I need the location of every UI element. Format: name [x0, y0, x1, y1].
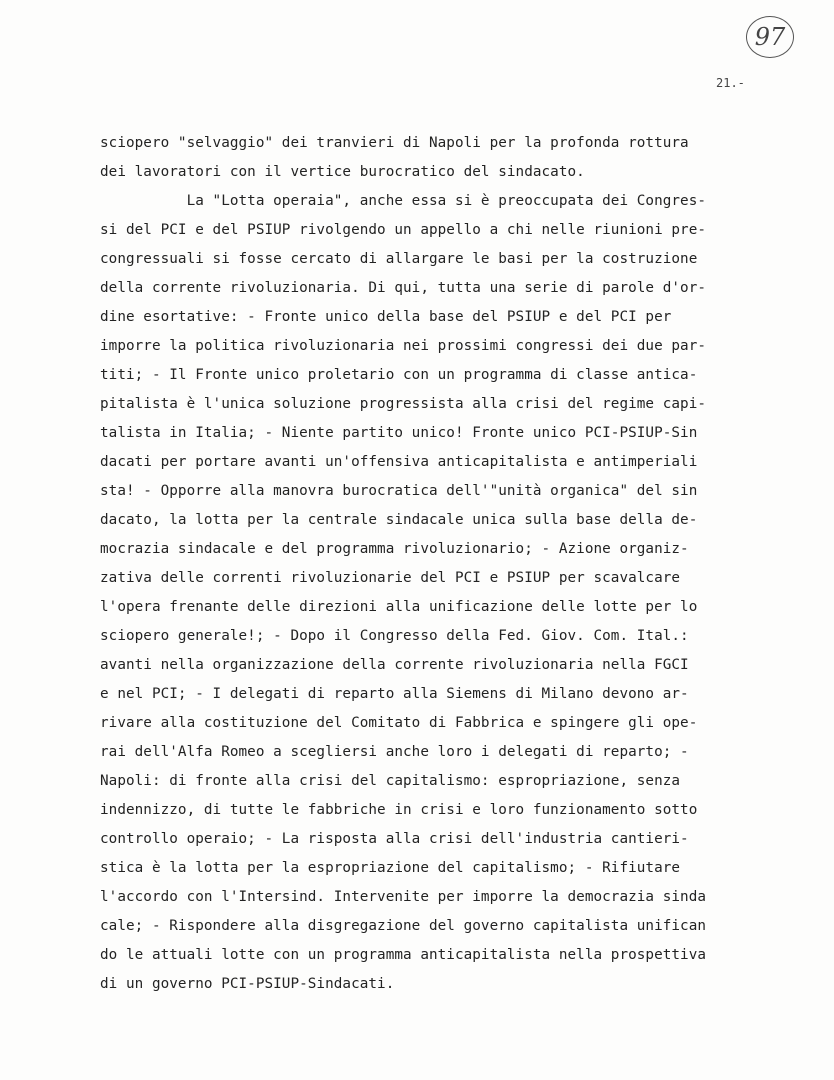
text-line: si del PCI e del PSIUP rivolgendo un appello a chi nelle riunioni pre- [100, 222, 707, 238]
text-line: mocrazia sindacale e del programma rivoluzionario; - Azione organiz- [100, 541, 689, 557]
text-line: indennizzo, di tutte le fabbriche in crisi e loro funzionamento sotto [100, 802, 698, 818]
text-line: dacati per portare avanti un'offensiva anticapitalista e antimperiali [100, 454, 698, 470]
text-line: talista in Italia; - Niente partito unico! Fronte unico PCI-PSIUP-Sin [100, 425, 698, 441]
text-line: stica è la lotta per la espropriazione del capitalismo; - Rifiutare [100, 860, 681, 876]
text-line: congressuali si fosse cercato di allargare le basi per la costruzione [100, 251, 698, 267]
text-line: rivare alla costituzione del Comitato di Fabbrica e spingere gli ope- [100, 715, 698, 731]
text-line: sta! - Opporre alla manovra burocratica dell'"unità organica" del sin [100, 483, 698, 499]
text-line: dacato, la lotta per la centrale sindacale unica sulla base della de- [100, 512, 698, 528]
text-line: l'opera frenante delle direzioni alla unificazione delle lotte per lo [100, 599, 698, 615]
text-line: pitalista è l'unica soluzione progressista alla crisi del regime capi- [100, 396, 707, 412]
text-line: dine esortative: - Fronte unico della base del PSIUP e del PCI per [100, 309, 672, 325]
page-stamp: 97 [746, 16, 794, 58]
text-line: rai dell'Alfa Romeo a scegliersi anche loro i delegati di reparto; - [100, 744, 689, 760]
text-line: imporre la politica rivoluzionaria nei prossimi congressi dei due par- [100, 338, 707, 354]
page-number: 21.- [716, 76, 745, 90]
text-line: La "Lotta operaia", anche essa si è preoccupata dei Congres- [100, 193, 707, 209]
text-line: di un governo PCI-PSIUP-Sindacati. [100, 976, 395, 992]
text-line: dei lavoratori con il vertice burocratico del sindacato. [100, 164, 585, 180]
text-line: zativa delle correnti rivoluzionarie del PCI e PSIUP per scavalcare [100, 570, 681, 586]
text-line: sciopero "selvaggio" dei tranvieri di Napoli per la profonda rottura [100, 135, 689, 151]
text-line: titi; - Il Fronte unico proletario con un programma di classe antica- [100, 367, 698, 383]
text-line: controllo operaio; - La risposta alla crisi dell'industria cantieri- [100, 831, 689, 847]
text-line: cale; - Rispondere alla disgregazione del governo capitalista unifican [100, 918, 707, 934]
text-line: l'accordo con l'Intersind. Intervenite per imporre la democrazia sinda [100, 889, 707, 905]
text-line: do le attuali lotte con un programma anticapitalista nella prospettiva [100, 947, 707, 963]
text-line: e nel PCI; - I delegati di reparto alla Siemens di Milano devono ar- [100, 686, 689, 702]
text-line: della corrente rivoluzionaria. Di qui, tutta una serie di parole d'or- [100, 280, 707, 296]
text-line: avanti nella organizzazione della corrente rivoluzionaria nella FGCI [100, 657, 689, 673]
text-line: Napoli: di fronte alla crisi del capitalismo: espropriazione, senza [100, 773, 681, 789]
document-body [100, 129, 800, 999]
text-line: sciopero generale!; - Dopo il Congresso della Fed. Giov. Com. Ital.: [100, 628, 689, 644]
